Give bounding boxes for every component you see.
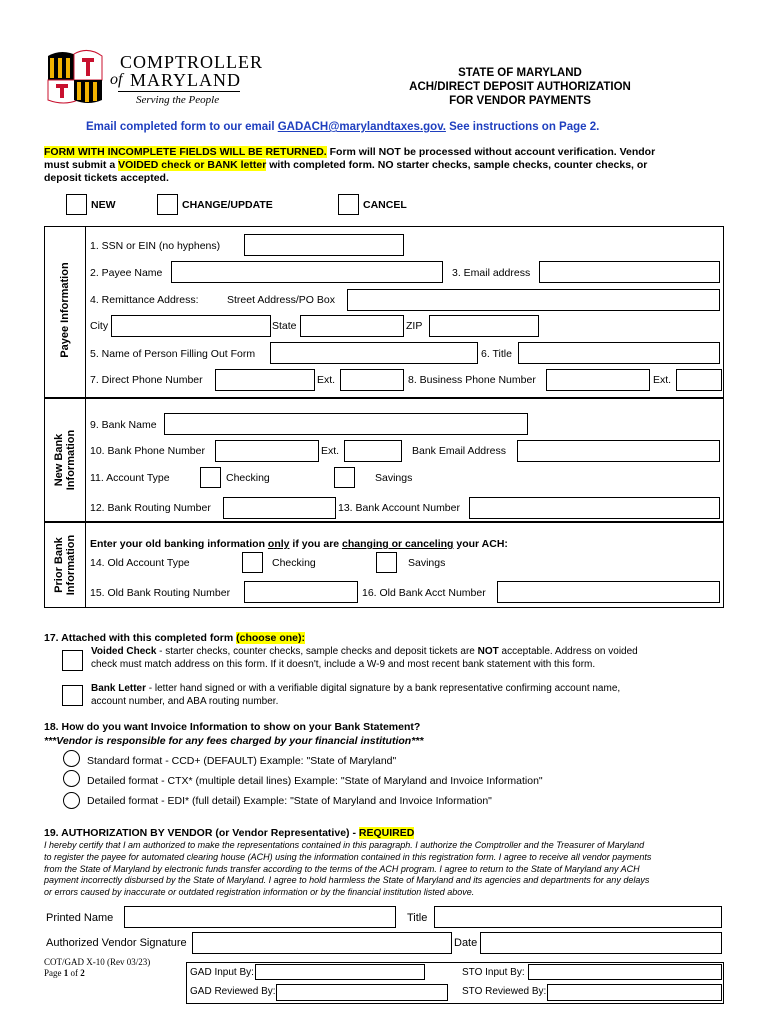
- title-input[interactable]: [518, 342, 720, 364]
- attached-heading: 17. Attached with this completed form (choose one):: [44, 632, 305, 644]
- cancel-checkbox[interactable]: [338, 194, 359, 215]
- savings-label: Savings: [375, 472, 413, 484]
- logo-line2: MARYLAND: [130, 70, 242, 90]
- old-acct-input[interactable]: [497, 581, 720, 603]
- old-checking-checkbox[interactable]: [242, 552, 263, 573]
- zip-label: ZIP: [406, 320, 423, 332]
- invoice-heading: 18. How do you want Invoice Information to show on your Bank Statement?: [44, 721, 421, 733]
- payee-name-label: 2. Payee Name: [90, 267, 163, 279]
- old-routing-input[interactable]: [244, 581, 358, 603]
- direct-ext-label: Ext.: [317, 374, 336, 386]
- savings-checkbox[interactable]: [334, 467, 355, 488]
- sto-input-field[interactable]: [528, 964, 722, 980]
- title-line2: ACH/DIRECT DEPOSIT AUTHORIZATION: [409, 81, 631, 93]
- page-number: Page 1 of 2: [44, 968, 85, 978]
- street-input[interactable]: [347, 289, 720, 311]
- state-input[interactable]: [300, 315, 404, 337]
- account-type-label: 11. Account Type: [90, 472, 170, 484]
- edi-format-radio[interactable]: [63, 792, 80, 809]
- ctx-format-label: Detailed format - CTX* (multiple detail lines) Example: "State of Maryland and Invoice Information": [87, 775, 543, 787]
- direct-phone-input[interactable]: [215, 369, 315, 391]
- old-savings-label: Savings: [408, 557, 446, 569]
- voided-check-text: Voided Check - starter checks, counter checks, sample checks and deposit tickets are NOT acceptable. Address on voided check must match address on this form. If it doesn't, include a W-9 and most recent bank statement with this form.: [91, 646, 638, 670]
- direct-phone-label: 7. Direct Phone Number: [90, 374, 203, 386]
- payee-section-label: Payee Information: [59, 262, 71, 358]
- person-input[interactable]: [270, 342, 478, 364]
- business-phone-label: 8. Business Phone Number: [408, 374, 536, 386]
- title-label: 6. Title: [481, 348, 512, 360]
- account-number-input[interactable]: [469, 497, 720, 519]
- auth-text: I hereby certify that I am authorized to make the representations contained in this paragraph. I authorize the Comptroller and the Treasurer of Maryland to register the payee for automated clearing house (ACH) using the information contained in this registration form. I agree to receive all vendor payments from the State of Maryland by electronic funds transfer according to the terms of the ACH program. I agree to return to the State of Maryland any ACH payment incorrectly disbursed by the State of Maryland. I agree to hold harmless the State of Maryland and its agencies and departments for any delays or errors caused by inaccurate or outdated registration information or by the financial institution listed above.: [44, 840, 652, 898]
- routing-label: 12. Bank Routing Number: [90, 502, 211, 514]
- old-checking-label: Checking: [272, 557, 316, 569]
- gad-reviewed-field[interactable]: [276, 984, 448, 1001]
- email-link[interactable]: GADACH@marylandtaxes.gov.: [277, 121, 446, 133]
- business-phone-input[interactable]: [546, 369, 650, 391]
- bank-phone-label: 10. Bank Phone Number: [90, 445, 205, 457]
- bank-ext-label: Ext.: [321, 445, 340, 457]
- logo-line1: COMPTROLLER: [120, 52, 264, 72]
- invoice-note: ***Vendor is responsible for any fees charged by your financial institution***: [44, 735, 424, 747]
- voided-check-checkbox[interactable]: [62, 650, 83, 671]
- standard-format-radio[interactable]: [63, 750, 80, 767]
- routing-input[interactable]: [223, 497, 336, 519]
- checking-checkbox[interactable]: [200, 467, 221, 488]
- old-routing-label: 15. Old Bank Routing Number: [90, 587, 231, 599]
- gad-input-label: GAD Input By:: [190, 967, 254, 978]
- edi-format-label: Detailed format - EDI* (full detail) Example: "State of Maryland and Invoice Information": [87, 795, 492, 807]
- logo-of: of: [110, 71, 123, 88]
- signature-label: Authorized Vendor Signature: [46, 937, 187, 949]
- bank-name-label: 9. Bank Name: [90, 419, 157, 431]
- form-id: COT/GAD X-10 (Rev 03/23): [44, 957, 151, 967]
- sto-reviewed-field[interactable]: [547, 984, 722, 1001]
- warning-text: FORM WITH INCOMPLETE FIELDS WILL BE RETURNED. Form will NOT be processed without account verification. Vendor must submit a VOIDED check or BANK letter with completed form. NO starter checks, sample checks, counter checks, or deposit tickets accepted.: [44, 146, 656, 184]
- city-input[interactable]: [111, 315, 271, 337]
- logo-tagline: Serving the People: [136, 94, 220, 106]
- signature-input[interactable]: [192, 932, 452, 954]
- printed-name-label: Printed Name: [46, 912, 114, 924]
- bank-email-label: Bank Email Address: [412, 445, 506, 457]
- sto-reviewed-label: STO Reviewed By:: [462, 986, 547, 997]
- business-ext-label: Ext.: [653, 374, 672, 386]
- email-label: 3. Email address: [452, 267, 531, 279]
- ctx-format-radio[interactable]: [63, 770, 80, 787]
- date-label: Date: [454, 937, 478, 949]
- bank-email-input[interactable]: [517, 440, 720, 462]
- change-checkbox[interactable]: [157, 194, 178, 215]
- change-label: CHANGE/UPDATE: [182, 199, 273, 211]
- form-title: [360, 66, 680, 108]
- person-label: 5. Name of Person Filling Out Form: [90, 348, 256, 360]
- old-savings-checkbox[interactable]: [376, 552, 397, 573]
- old-acct-label: 16. Old Bank Acct Number: [362, 587, 486, 599]
- city-label: City: [90, 320, 109, 332]
- auth-title-label: Title: [407, 912, 428, 924]
- auth-heading: 19. AUTHORIZATION BY VENDOR (or Vendor Representative) - REQUIRED: [44, 827, 415, 839]
- prior-intro: Enter your old banking information only if you are changing or canceling your ACH:: [90, 538, 508, 550]
- auth-title-input[interactable]: [434, 906, 722, 928]
- gad-reviewed-label: GAD Reviewed By:: [190, 986, 276, 997]
- street-label: Street Address/PO Box: [227, 294, 335, 306]
- comptroller-logo: [44, 48, 264, 110]
- bank-letter-text: Bank Letter - letter hand signed or with a verifiable digital signature by a bank representative confirming account name, account number, and ABA routing number.: [91, 683, 621, 707]
- printed-name-input[interactable]: [124, 906, 396, 928]
- bank-letter-checkbox[interactable]: [62, 685, 83, 706]
- zip-input[interactable]: [429, 315, 539, 337]
- new-checkbox[interactable]: [66, 194, 87, 215]
- state-label: State: [272, 320, 297, 332]
- bank-ext-input[interactable]: [344, 440, 402, 462]
- standard-format-label: Standard format - CCD+ (DEFAULT) Example: "State of Maryland": [87, 755, 397, 767]
- date-input[interactable]: [480, 932, 722, 954]
- bank-name-input[interactable]: [164, 413, 528, 435]
- bank-phone-input[interactable]: [215, 440, 319, 462]
- cancel-label: CANCEL: [363, 199, 407, 211]
- new-label: NEW: [91, 199, 116, 211]
- old-type-label: 14. Old Account Type: [90, 557, 190, 569]
- account-number-label: 13. Bank Account Number: [338, 502, 460, 514]
- email-input[interactable]: [539, 261, 720, 283]
- bank-section-label: New Bank Information: [53, 429, 77, 491]
- remittance-label: 4. Remittance Address:: [90, 294, 199, 306]
- prior-section-label: Prior Bank Information: [53, 534, 77, 596]
- business-ext-input[interactable]: [676, 369, 722, 391]
- maryland-flag-icon: [44, 48, 106, 106]
- title-line3: FOR VENDOR PAYMENTS: [449, 95, 591, 107]
- checking-label: Checking: [226, 472, 270, 484]
- ssn-label: 1. SSN or EIN (no hyphens): [90, 240, 221, 252]
- logo-divider: [118, 91, 240, 92]
- ssn-input[interactable]: [244, 234, 404, 256]
- sto-input-label: STO Input By:: [462, 967, 525, 978]
- direct-ext-input[interactable]: [340, 369, 404, 391]
- gad-input-field[interactable]: [255, 964, 425, 980]
- title-line1: STATE OF MARYLAND: [458, 67, 582, 79]
- payee-name-input[interactable]: [171, 261, 443, 283]
- email-instructions: Email completed form to our email GADACH@marylandtaxes.gov. See instructions on Page 2.: [86, 121, 600, 133]
